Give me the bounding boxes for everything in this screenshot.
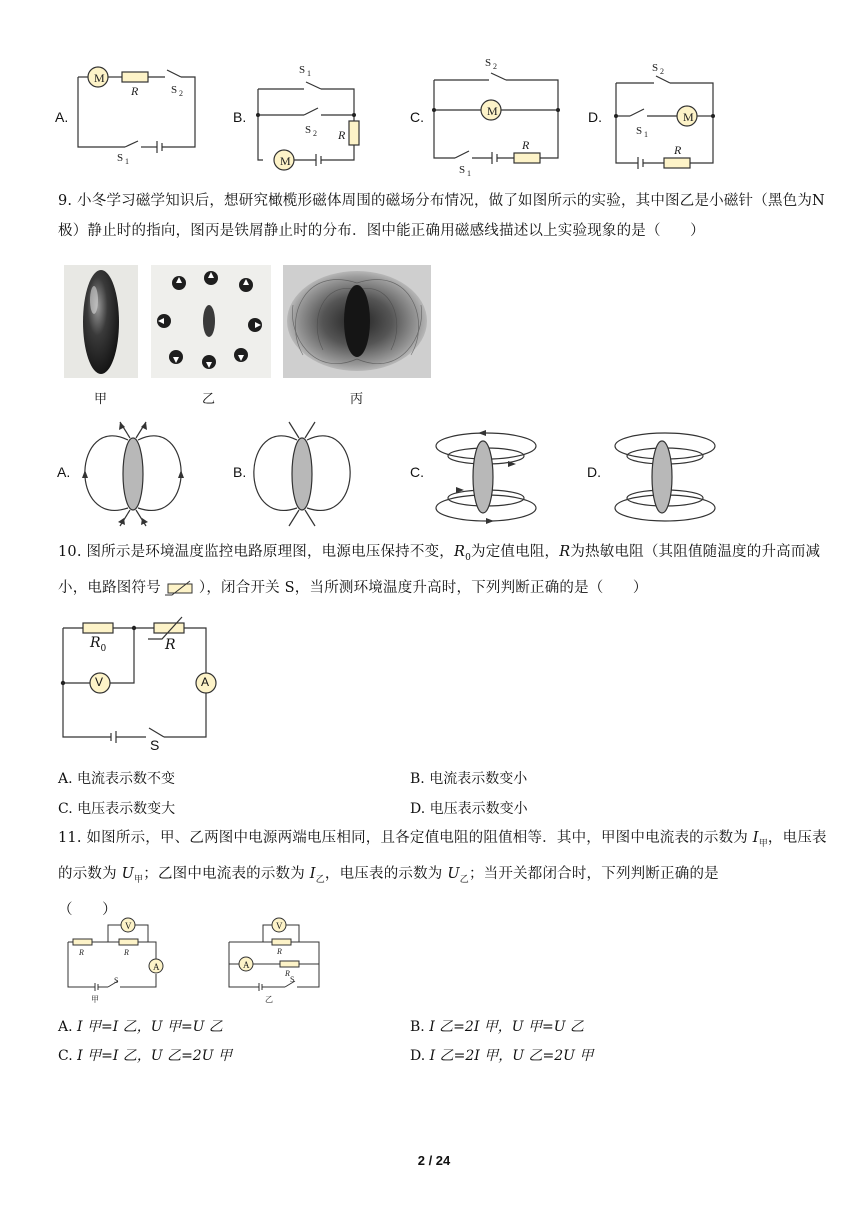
q10-stem: 10. 图所示是环境温度监控电路原理图，电源电压保持不变，$R_0$为定值电阻，R为热敏电阻（其阻值随温度的升高而减小，电路图符号 ），闭合开关 S，当所测环境温度升高时，下列判断正确的是（ ） bbox=[58, 544, 821, 596]
svg-text:M: M bbox=[683, 110, 694, 124]
photo-bing-iron-filings bbox=[283, 265, 431, 378]
q10-circuit-labels bbox=[58, 615, 228, 755]
q8-circuit-a bbox=[55, 55, 205, 170]
q8-circuit-c bbox=[410, 52, 570, 177]
q11-option-d[interactable]: D. I 乙=2I 甲，U 乙=2U 甲 bbox=[410, 1048, 594, 1064]
q8-circuit-a-diagram bbox=[55, 55, 205, 170]
page-number: 2 / 24 bbox=[417, 1153, 451, 1168]
svg-text:2: 2 bbox=[179, 89, 183, 98]
q8-circuit-d-diagram bbox=[588, 55, 728, 175]
caption-yi: 乙 bbox=[202, 392, 216, 407]
svg-text:S: S bbox=[485, 57, 492, 69]
q11-option-a[interactable]: A. I 甲=I 乙，U 甲=U 乙 bbox=[58, 1019, 223, 1035]
q9-option-b-label: B. bbox=[233, 464, 247, 480]
svg-text:2: 2 bbox=[660, 67, 664, 76]
svg-text:S: S bbox=[652, 62, 659, 74]
svg-text:R: R bbox=[522, 138, 530, 152]
switch-s: S bbox=[150, 737, 160, 753]
svg-text:2: 2 bbox=[493, 62, 497, 71]
q9-option-d-diagram bbox=[610, 428, 730, 526]
q10-option-b[interactable]: B. 电流表示数变小 bbox=[410, 771, 528, 787]
q8-option-a-label: A. bbox=[55, 109, 69, 125]
q9-option-c-label: C. bbox=[410, 464, 424, 480]
q10-option-c[interactable]: C. 电压表示数变大 bbox=[58, 801, 176, 817]
q9-option-a-diagram bbox=[78, 418, 188, 530]
svg-text:A: A bbox=[243, 960, 250, 970]
q8-circuit-b-diagram bbox=[230, 55, 370, 175]
svg-text:R: R bbox=[674, 143, 682, 157]
svg-text:R: R bbox=[124, 948, 129, 957]
svg-text:S: S bbox=[114, 976, 119, 985]
photo-yi-compasses bbox=[151, 265, 271, 378]
q9-stem: 9. 小冬学习磁学知识后，想研究橄榄形磁体周围的磁场分布情况，做了如图所示的实验，其中图乙是小磁针（黑色为N极）静止时的指向，图丙是铁屑静止时的分布．图中能正确用磁感线描述以上实验现象的是（ ） bbox=[58, 193, 825, 239]
svg-text:S: S bbox=[305, 124, 312, 136]
svg-text:R: R bbox=[285, 969, 290, 978]
label-r0: $R_0$ bbox=[90, 635, 107, 654]
q8-option-c-label: C. bbox=[410, 109, 424, 125]
svg-text:甲: 甲 bbox=[91, 995, 99, 1004]
q11-option-b[interactable]: B. I 乙=2I 甲，U 甲=U 乙 bbox=[410, 1019, 585, 1035]
thermistor-symbol-icon bbox=[164, 580, 196, 596]
svg-text:1: 1 bbox=[467, 169, 471, 177]
svg-text:R: R bbox=[338, 128, 346, 142]
svg-text:R: R bbox=[79, 948, 84, 957]
q11-stem: 11. 如图所示，甲、乙两图中电源两端电压相同，且各定值电阻的阻值相等．其中，甲图中电流表的示数为 $I_甲$，电压表的示数为 $U_甲$；乙图中电流表的示数为 $I_乙$，电压表的示数为 $U_乙$；当开关都闭合时，下列判断正确的是 （ ） bbox=[58, 830, 827, 918]
q10-option-a[interactable]: A. 电流表示数不变 bbox=[58, 771, 176, 787]
svg-text:2: 2 bbox=[313, 129, 317, 138]
motor-m: M bbox=[94, 71, 105, 85]
svg-text:R: R bbox=[277, 947, 282, 956]
q10-option-d[interactable]: D. 电压表示数变小 bbox=[410, 801, 528, 817]
svg-text:R: R bbox=[131, 84, 139, 98]
q9-option-c-diagram bbox=[428, 428, 548, 526]
caption-bing: 丙 bbox=[350, 392, 364, 407]
q8-circuit-d bbox=[588, 55, 728, 175]
q8-circuit-c-diagram bbox=[410, 52, 570, 177]
svg-text:S: S bbox=[171, 84, 178, 96]
q9-option-a-label: A. bbox=[57, 464, 71, 480]
q11-circuit-yi bbox=[225, 912, 330, 1007]
svg-text:S: S bbox=[299, 64, 306, 76]
svg-text:M: M bbox=[280, 154, 291, 168]
q8-circuit-b bbox=[230, 55, 370, 175]
label-r: R bbox=[165, 637, 176, 653]
svg-text:S: S bbox=[290, 975, 295, 984]
svg-text:V: V bbox=[276, 921, 283, 931]
q11-circuit-jia bbox=[62, 912, 172, 1007]
svg-text:S: S bbox=[117, 152, 124, 164]
q11-option-c[interactable]: C. I 甲=I 乙，U 乙=2U 甲 bbox=[58, 1048, 232, 1064]
svg-text:1: 1 bbox=[644, 130, 648, 139]
voltmeter-v: V bbox=[95, 675, 104, 689]
q9-option-d-label: D. bbox=[587, 464, 601, 480]
svg-text:M: M bbox=[487, 104, 498, 118]
caption-jia: 甲 bbox=[94, 392, 108, 407]
svg-text:1: 1 bbox=[307, 69, 311, 78]
q8-option-b-label: B. bbox=[233, 109, 247, 125]
q8-option-d-label: D. bbox=[588, 109, 602, 125]
svg-text:1: 1 bbox=[125, 157, 129, 166]
svg-text:S: S bbox=[636, 125, 643, 137]
ammeter-a: A bbox=[201, 675, 210, 689]
photo-jia-magnet bbox=[64, 265, 138, 378]
svg-text:A: A bbox=[153, 962, 160, 972]
svg-text:S: S bbox=[459, 164, 466, 176]
svg-text:乙: 乙 bbox=[265, 995, 273, 1004]
q9-option-b-diagram bbox=[247, 418, 357, 530]
svg-text:V: V bbox=[125, 921, 132, 931]
